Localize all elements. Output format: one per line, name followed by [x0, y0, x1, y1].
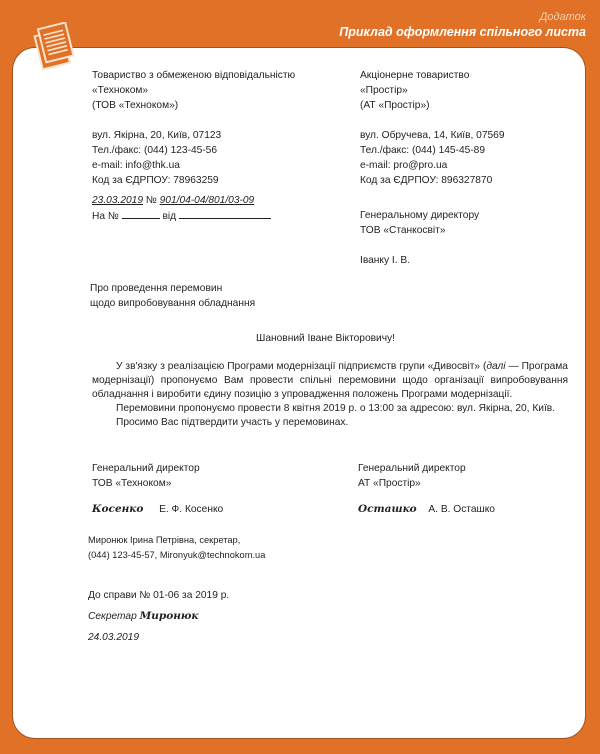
- sender-left-phone: Тел./факс: (044) 123-45-56: [92, 145, 218, 156]
- body-p1-start: У зв'язку з реалізацією Програми модернізації підприємств групи «Дивосвіт» (: [116, 361, 487, 372]
- filing-secretary-signature: Миронюк: [139, 610, 199, 622]
- sender-left-name: Товариство з обмеженою відповідальністю: [92, 70, 296, 81]
- sender-right-email: e-mail: pro@pro.ua: [360, 160, 448, 171]
- header-subtitle: Додаток: [539, 11, 586, 23]
- body-p1-end: — Програма модернізації) пропонуємо Вам провести спільні перемовини щодо організації випробовування обладнання і виробити єдину позицію з упровадження положень Програми модернізації.: [92, 361, 568, 400]
- registration-date: 23.03.2019: [92, 195, 143, 206]
- sender-left-email: e-mail: info@thk.ua: [92, 160, 180, 171]
- sender-left-address: вул. Якірна, 20, Київ, 07123: [92, 130, 222, 141]
- sender-right-short: «Простір»: [360, 85, 408, 96]
- reference-date-blank: [179, 208, 271, 219]
- sender-left-abbr: (ТОВ «Техноком»): [92, 100, 179, 111]
- filing-block: [88, 585, 229, 648]
- filing-secretary-label: Секретар: [88, 611, 137, 622]
- subject-block: [90, 281, 255, 311]
- addressee-company: ТОВ «Станкосвіт»: [360, 225, 446, 236]
- sender-right-code: Код за ЄДРПОУ: 896327870: [360, 175, 493, 186]
- filing-date: 24.03.2019: [88, 632, 139, 643]
- sender-left-short: «Техноком»: [92, 85, 149, 96]
- sender-right-address: вул. Обручева, 14, Київ, 07569: [360, 130, 505, 141]
- signature-right-name: А. В. Осташко: [428, 504, 495, 515]
- signature-left: [92, 461, 200, 491]
- reference-label: На №: [92, 211, 119, 222]
- signature-left-line: [92, 502, 223, 517]
- executor-contacts: (044) 123-45-57, Mironyuk@technokom.ua: [88, 550, 266, 560]
- addressee-block: [360, 208, 479, 268]
- signature-left-name: Е. Ф. Косенко: [159, 504, 224, 515]
- salutation: Шановний Іване Вікторовичу!: [256, 333, 395, 344]
- number-sign: №: [145, 195, 157, 206]
- letter-body: [92, 360, 568, 430]
- filing-note: До справи № 01-06 за 2019 р.: [88, 590, 230, 601]
- body-paragraph-1: [92, 360, 568, 402]
- executor-name: Миронюк Ірина Петрівна, секретар,: [88, 535, 241, 545]
- document-icon: [28, 22, 80, 74]
- addressee-position: Генеральному директору: [360, 210, 480, 221]
- reference-number-blank: [122, 208, 160, 219]
- signature-right-line: [358, 502, 495, 517]
- addressee-name: Іванку І. В.: [360, 255, 411, 266]
- sender-right-name: Акціонерне товариство: [360, 70, 470, 81]
- signature-right-handwritten: Осташко: [358, 503, 417, 515]
- body-paragraph-2: Перемовини пропонуємо провести 8 квітня 2019 р. о 13:00 за адресою: вул. Якірна, 20, Київ.: [116, 403, 556, 414]
- signature-left-position: Генеральний директор: [92, 463, 200, 474]
- sender-left: [92, 68, 295, 188]
- signature-right: [358, 461, 466, 491]
- signature-left-handwritten: Косенко: [92, 503, 144, 515]
- registration-block: [92, 193, 271, 223]
- executor-block: [88, 533, 265, 563]
- signature-right-position: Генеральний директор: [358, 463, 466, 474]
- registration-number: 901/04-04/801/03-09: [159, 195, 255, 206]
- subject-line-2: щодо випробовування обладнання: [90, 298, 256, 309]
- subject-line-1: Про проведення перемовин: [90, 283, 223, 294]
- body-p1-italic: далі: [486, 361, 506, 372]
- sender-right-phone: Тел./факс: (044) 145-45-89: [360, 145, 486, 156]
- header-title: Приклад оформлення спільного листа: [339, 25, 586, 39]
- signature-left-company: ТОВ «Техноком»: [92, 478, 172, 489]
- sender-right: [360, 68, 505, 188]
- body-paragraph-3: Просимо Вас підтвердити участь у перемовинах.: [116, 417, 349, 428]
- signature-right-company: АТ «Простір»: [358, 478, 421, 489]
- reference-from-label: від: [162, 211, 177, 222]
- sender-left-code: Код за ЄДРПОУ: 78963259: [92, 175, 219, 186]
- sender-right-abbr: (АТ «Простір»): [360, 100, 430, 111]
